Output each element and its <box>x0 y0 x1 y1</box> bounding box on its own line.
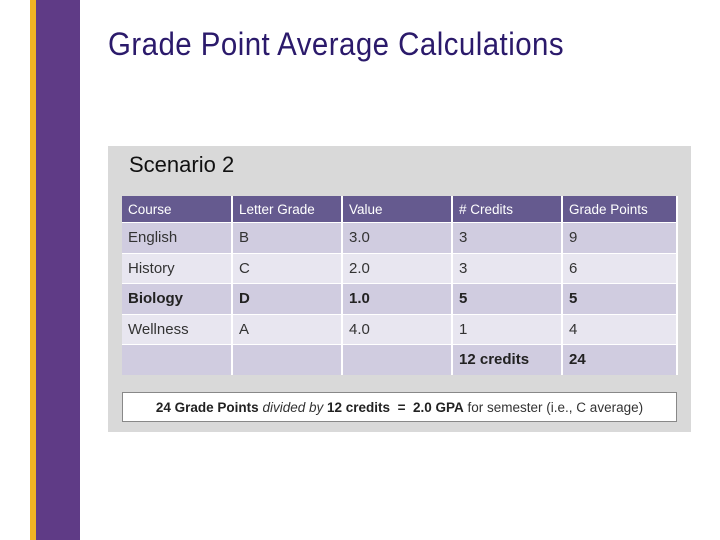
table-cell: 5 <box>452 284 562 315</box>
total-credits-cell: 12 credits <box>452 345 562 375</box>
slide-title: Grade Point Average Calculations <box>108 26 565 62</box>
table-cell: 1.0 <box>342 284 452 315</box>
summary-credits: 12 credits <box>327 399 391 415</box>
table-cell: 9 <box>562 223 677 254</box>
table-row-highlighted <box>122 284 677 315</box>
total-grade-points-cell: 24 <box>562 345 677 375</box>
table-total-row <box>122 345 677 375</box>
summary-equals: = <box>397 399 406 415</box>
table-cell: 2.0 <box>342 253 452 284</box>
table-cell <box>342 345 452 375</box>
table-cell: Wellness <box>122 314 232 345</box>
table-cell: 5 <box>562 284 677 315</box>
table-cell: 4.0 <box>342 314 452 345</box>
table-cell: 6 <box>562 253 677 284</box>
header-letter-grade: Letter Grade <box>232 196 342 223</box>
scenario-panel <box>108 146 691 432</box>
table-cell: A <box>232 314 342 345</box>
header-value: Value <box>342 196 452 223</box>
table-header-row <box>122 196 677 223</box>
header-grade-points: Grade Points <box>562 196 677 223</box>
table-cell: Biology <box>122 284 232 315</box>
gpa-summary-box <box>122 392 677 422</box>
table-cell: 3.0 <box>342 223 452 254</box>
table-cell <box>232 345 342 375</box>
scenario-title: Scenario 2 <box>129 152 235 177</box>
table-cell: 4 <box>562 314 677 345</box>
purple-accent-bar <box>36 0 80 540</box>
table-cell: English <box>122 223 232 254</box>
table-row <box>122 314 677 345</box>
table-row <box>122 253 677 284</box>
header-credits: # Credits <box>452 196 562 223</box>
header-course: Course <box>122 196 232 223</box>
table-cell: D <box>232 284 342 315</box>
summary-grade-points: 24 Grade Points <box>155 399 259 415</box>
table-cell <box>122 345 232 375</box>
table-cell: C <box>232 253 342 284</box>
summary-gpa: 2.0 GPA <box>412 399 464 415</box>
table-cell: 1 <box>452 314 562 345</box>
table-cell: History <box>122 253 232 284</box>
table-cell: B <box>232 223 342 254</box>
table-cell: 3 <box>452 253 562 284</box>
summary-suffix: for semester (i.e., C average) <box>467 399 644 415</box>
gpa-table <box>122 196 678 375</box>
summary-divided-by: divided by <box>262 399 324 415</box>
table-cell: 3 <box>452 223 562 254</box>
table-row <box>122 223 677 254</box>
